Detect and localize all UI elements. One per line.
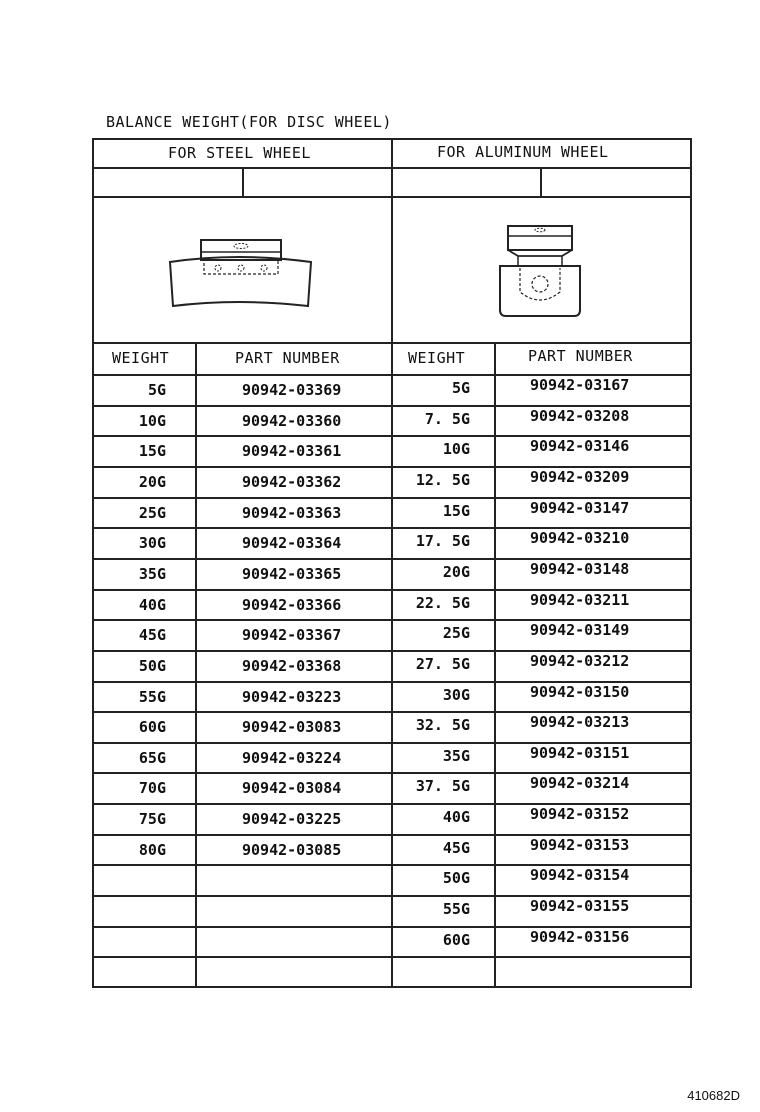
table-border-right [690,138,692,988]
aluminum-part-number-cell: 90942-03148 [530,560,630,578]
table-border-left [92,138,94,988]
aluminum-weight-column-header: WEIGHT [408,349,466,367]
steel-section-header: FOR STEEL WHEEL [168,144,311,162]
illustration-rule [92,342,692,344]
steel-part-number-cell: 90942-03364 [242,534,342,552]
aluminum-weight-cell: 25G [442,624,470,642]
row-rule [92,956,692,958]
aluminum-part-number-cell: 90942-03152 [530,805,630,823]
steel-weight-cell: 55G [138,688,166,706]
steel-weight-cell: 75G [138,810,166,828]
aluminum-weight-cell: 37. 5G [415,777,470,795]
steel-weight-cell: 5G [147,381,166,399]
steel-weight-cell: 65G [138,749,166,767]
steel-weight-cell: 35G [138,565,166,583]
section-divider [391,138,393,988]
header-rule [92,167,692,169]
aluminum-part-number-cell: 90942-03212 [530,652,630,670]
steel-part-number-cell: 90942-03365 [242,565,342,583]
aluminum-part-number-cell: 90942-03156 [530,928,630,946]
steel-weight-cell: 70G [138,779,166,797]
subheader-divider-aluminum [540,167,542,196]
steel-part-number-cell: 90942-03223 [242,688,342,706]
steel-weight-column-header: WEIGHT [112,349,170,367]
aluminum-weight-cell: 50G [442,869,470,887]
aluminum-weight-cell: 30G [442,686,470,704]
aluminum-weight-cell: 7. 5G [424,410,470,428]
aluminum-weight-cell: 40G [442,808,470,826]
aluminum-weight-cell: 20G [442,563,470,581]
aluminum-weight-cell: 22. 5G [415,594,470,612]
steel-weight-cell: 45G [138,626,166,644]
subheader-divider-steel [242,167,244,196]
aluminum-part-number-cell: 90942-03154 [530,866,630,884]
steel-part-number-cell: 90942-03368 [242,657,342,675]
steel-part-number-cell: 90942-03085 [242,841,342,859]
aluminum-clip-weight-icon [496,224,586,320]
aluminum-part-number-cell: 90942-03214 [530,774,630,792]
aluminum-column-divider [494,342,496,988]
steel-part-number-cell: 90942-03361 [242,442,342,460]
aluminum-weight-cell: 15G [442,502,470,520]
aluminum-part-number-cell: 90942-03209 [530,468,630,486]
steel-weight-cell: 30G [138,534,166,552]
aluminum-part-number-cell: 90942-03155 [530,897,630,915]
aluminum-weight-cell: 45G [442,839,470,857]
steel-weight-cell: 10G [138,412,166,430]
aluminum-weight-cell: 32. 5G [415,716,470,734]
steel-part-number-cell: 90942-03224 [242,749,342,767]
balance-weight-table [92,138,692,988]
aluminum-part-column-header: PART NUMBER [528,347,633,365]
steel-clip-weight-icon [168,238,313,308]
aluminum-part-number-cell: 90942-03153 [530,836,630,854]
aluminum-part-number-cell: 90942-03151 [530,744,630,762]
steel-part-number-cell: 90942-03083 [242,718,342,736]
aluminum-part-number-cell: 90942-03208 [530,407,630,425]
aluminum-part-number-cell: 90942-03147 [530,499,630,517]
steel-part-number-cell: 90942-03363 [242,504,342,522]
steel-part-number-cell: 90942-03367 [242,626,342,644]
steel-part-column-header: PART NUMBER [235,349,340,367]
steel-part-number-cell: 90942-03369 [242,381,342,399]
aluminum-weight-cell: 17. 5G [415,532,470,550]
aluminum-weight-cell: 60G [442,931,470,949]
steel-column-divider [195,342,197,988]
subheader-rule [92,196,692,198]
aluminum-section-header: FOR ALUMINUM WHEEL [437,143,609,161]
aluminum-weight-cell: 10G [442,440,470,458]
aluminum-weight-cell: 12. 5G [415,471,470,489]
aluminum-part-number-cell: 90942-03211 [530,591,630,609]
steel-weight-cell: 80G [138,841,166,859]
page-title: BALANCE WEIGHT(FOR DISC WHEEL) [106,113,392,131]
steel-part-number-cell: 90942-03362 [242,473,342,491]
aluminum-part-number-cell: 90942-03167 [530,376,630,394]
aluminum-weight-cell: 35G [442,747,470,765]
aluminum-part-number-cell: 90942-03149 [530,621,630,639]
steel-part-number-cell: 90942-03366 [242,596,342,614]
aluminum-part-number-cell: 90942-03213 [530,713,630,731]
aluminum-part-number-cell: 90942-03210 [530,529,630,547]
steel-part-number-cell: 90942-03084 [242,779,342,797]
aluminum-part-number-cell: 90942-03150 [530,683,630,701]
drawing-id: 410682D [687,1088,740,1103]
steel-weight-cell: 40G [138,596,166,614]
steel-weight-cell: 15G [138,442,166,460]
steel-part-number-cell: 90942-03360 [242,412,342,430]
aluminum-weight-cell: 55G [442,900,470,918]
aluminum-part-number-cell: 90942-03146 [530,437,630,455]
steel-weight-cell: 25G [138,504,166,522]
steel-weight-cell: 50G [138,657,166,675]
aluminum-weight-cell: 27. 5G [415,655,470,673]
steel-weight-cell: 60G [138,718,166,736]
steel-weight-cell: 20G [138,473,166,491]
steel-part-number-cell: 90942-03225 [242,810,342,828]
aluminum-weight-cell: 5G [451,379,470,397]
